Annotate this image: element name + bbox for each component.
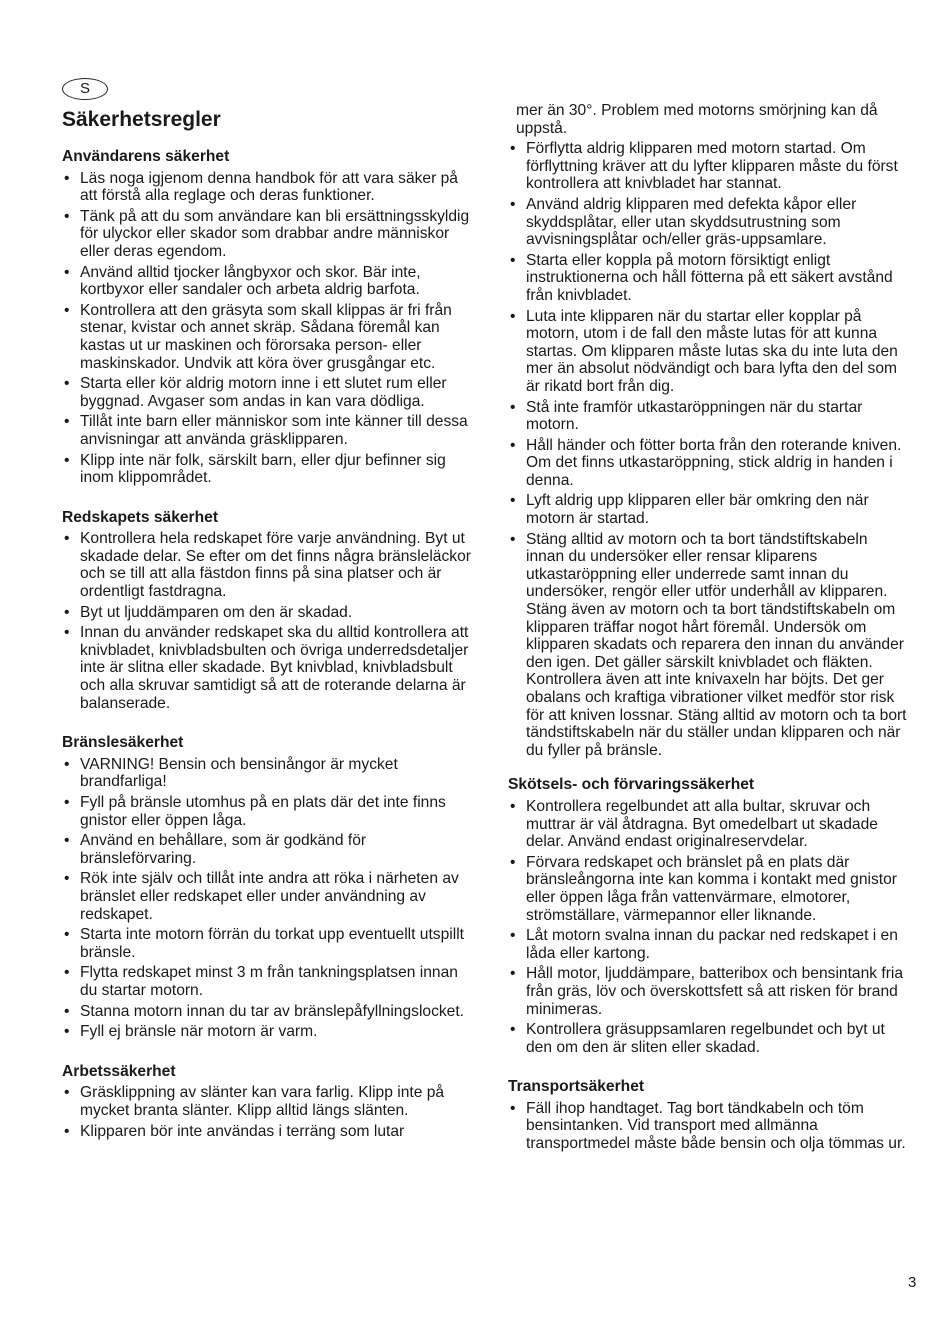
list-item: • Rök inte själv och tillåt inte andra att röka i närheten av bränslet eller redskapet eller under användning av redskapet. [62, 870, 472, 923]
list-item: • Tillåt inte barn eller människor som inte känner till dessa anvisningar att använda gräsklipparen. [62, 413, 472, 448]
list-item: • Luta inte klipparen när du startar eller kopplar på motorn, utom i de fall den måste lutas för att kunna startas. Om klipparen måste lutas ska du inte luta den mer än absolut nödvändigt och bara lyfta den del som är rikatd bort från dig. [508, 308, 908, 396]
left-column [62, 148, 472, 1148]
list-item: • Förvara redskapet och bränslet på en plats där bränsleångorna inte kan komma i kontakt med gnistor eller öppen låga från vattenvärmare, elmotorer, strömställare, värmepannor eller liknande. [508, 854, 908, 924]
section-title: Arbetssäkerhet [62, 1062, 176, 1080]
list-item: • Fäll ihop handtaget. Tag bort tändkabeln och töm bensintanken. Vid transport med allmänna transportmedel måste både bensin och olja tömmas ur. [508, 1100, 908, 1153]
list-item: • Tänk på att du som användare kan bli ersättningsskyldig för ulyckor eller skador som drabbar andre människor eller deras egendom. [62, 208, 472, 261]
list-item: • Stå inte framför utkastaröppningen när du startar motorn. [508, 399, 908, 434]
list-item: • Starta eller koppla på motorn försiktigt enligt instruktionerna och håll fötterna på ett säkert avstånd från knivbladet. [508, 252, 908, 305]
list-item: • Stanna motorn innan du tar av bränslepåfyllningslocket. [62, 1003, 472, 1021]
list-item: • Klipp inte när folk, särskilt barn, eller djur befinner sig inom klippområdet. [62, 452, 472, 487]
section-work-safety [62, 1063, 472, 1140]
list-item: • Kontrollera gräsuppsamlaren regelbundet och byt ut den om den är sliten eller skadad. [508, 1021, 908, 1056]
section-fuel-safety [62, 734, 472, 1041]
page-number: 3 [908, 1274, 917, 1291]
list-item: • Fyll på bränsle utomhus på en plats där det inte finns gnistor eller öppen låga. [62, 794, 472, 829]
list-item: • Kontrollera hela redskapet före varje användning. Byt ut skadade delar. Se efter om det finns några bränsleläckor och se till att alla fästdon finns på sina platser och är ordentligt fastdragna. [62, 530, 472, 600]
page-title: Säkerhetsregler [62, 108, 221, 131]
language-badge: S [62, 78, 108, 100]
list-item: • Innan du använder redskapet ska du alltid kontrollera att knivbladet, knivbladsbulten och övriga underredsdetaljer inte är slitna eller skadade. Byt knivblad, knivbladsbult och alla skruvar samtidigt så att de roterande delarna är balanserade. [62, 624, 472, 712]
section-user-safety [62, 148, 472, 487]
section-equipment-safety [62, 509, 472, 713]
list-item: • Använd alltid tjocker långbyxor och skor. Bär inte, kortbyxor eller sandaler och arbeta aldrig barfota. [62, 264, 472, 299]
section-maintenance-safety [508, 776, 908, 1056]
list-item: • Använd aldrig klipparen med defekta kåpor eller skyddsplåtar, eller utan skyddsutrustning som avvisningsplåtar och/eller gräs-uppsamlare. [508, 196, 908, 249]
list-item: • Starta inte motorn förrän du torkat upp eventuellt utspillt bränsle. [62, 926, 472, 961]
list-item: • Håll motor, ljuddämpare, batteribox och bensintank fria från gräs, löv och överskottsfett så att risken för brand minimeras. [508, 965, 908, 1018]
list-item: • Förflytta aldrig klipparen med motorn startad. Om förflyttning kräver att du lyfter klipparen måste du först kontrollera att knivbladet har stannat. [508, 140, 908, 193]
section-title: Användarens säkerhet [62, 148, 230, 165]
section-title: Transportsäkerhet [508, 1078, 645, 1096]
list-item: • VARNING! Bensin och bensinångor är mycket brandfarliga! [62, 756, 472, 791]
section-title: Bränslesäkerhet [62, 734, 184, 752]
list-item: • Klipparen bör inte användas i terräng som lutar [62, 1123, 472, 1141]
list-item: • Flytta redskapet minst 3 m från tankningsplatsen innan du startar motorn. [62, 964, 472, 999]
section-title: Redskapets säkerhet [62, 508, 219, 526]
list-item: • Starta eller kör aldrig motorn inne i ett slutet rum eller byggnad. Avgaser som andas in kan vara dödliga. [62, 375, 472, 410]
right-column [508, 102, 908, 1161]
section-transport-safety [508, 1078, 908, 1152]
list-item: • Fyll ej bränsle när motorn är varm. [62, 1023, 472, 1041]
list-item: • Läs noga igjenom denna handbok för att vara säker på att förstå alla reglage och deras funktioner. [62, 170, 472, 205]
list-item: • Kontrollera regelbundet att alla bultar, skruvar och muttrar är väl åtdragna. Byt omedelbart ut skadade delar. Använd endast originalreservdelar. [508, 798, 908, 851]
list-item: • Kontrollera att den gräsyta som skall klippas är fri från stenar, kvistar och annet skräp. Sådana föremål kan kastas ut ur maskinen och förorsaka person- eller maskinskador. Undvik att köra över grusgångar etc. [62, 302, 472, 372]
list-item: • Håll händer och fötter borta från den roterande kniven. Om det finns utkastaröppning, stick aldrig in handen i denna. [508, 437, 908, 490]
list-item: • Lyft aldrig upp klipparen eller bär omkring den när motorn är startad. [508, 492, 908, 527]
list-item-continuation: mer än 30°. Problem med motorns smörjning kan då uppstå. [516, 102, 878, 137]
list-item: • Stäng alltid av motorn och ta bort tändstiftskabeln innan du undersöker eller rensar kliparens utkastaröppning eller underrede samt innan du undersöker, rengör eller utför underhåll av klipparen. Stäng även av motorn och ta bort tändstiftskabeln om klipparen träffar nogot hårt föremål. Undersök om klipparen skadats och reparera den innan du använder den igen. Det gäller särskilt knivbladet och fläkten. Kontrollera även att inte knivaxeln har böjts. Det ger obalans och kraftiga vibrationer vilket medför stor risk för att kniven lossnar. Stäng alltid av motorn och ta bort tändstiftskabeln när du ställer undan klipparen och när du fyller på bränsle. [508, 531, 908, 760]
list-item: • Byt ut ljuddämparen om den är skadad. [62, 604, 472, 622]
list-item: • Använd en behållare, som är godkänd för bränsleförvaring. [62, 832, 472, 867]
list-item: • Låt motorn svalna innan du packar ned redskapet i en låda eller kartong. [508, 927, 908, 962]
section-title: Skötsels- och förvaringssäkerhet [508, 776, 755, 794]
list-item: • Gräsklippning av slänter kan vara farlig. Klipp inte på mycket branta slänter. Klipp alltid längs slänten. [62, 1084, 472, 1119]
